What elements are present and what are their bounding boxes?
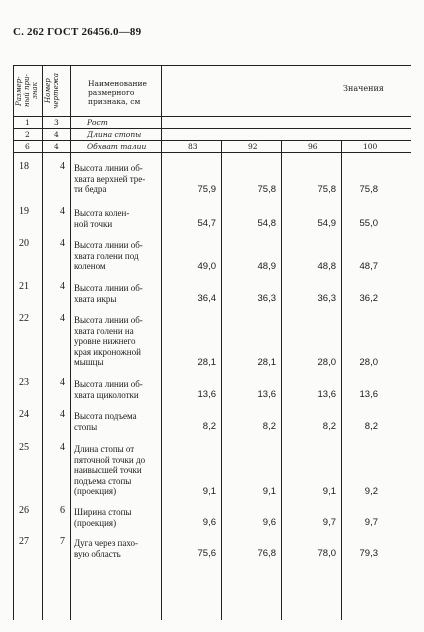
col-border xyxy=(281,140,282,620)
row-feature-number: 26 xyxy=(19,505,29,516)
row-value: 75,8 xyxy=(317,184,336,196)
row-drawing-number: 4 xyxy=(60,281,65,292)
table-top-border xyxy=(13,65,411,66)
waist-value: 96 xyxy=(308,142,318,151)
row-drawing-number: 4 xyxy=(60,206,65,217)
row-value: 54,9 xyxy=(317,218,336,229)
row-value: 13,6 xyxy=(317,389,336,400)
row-feature-number: 22 xyxy=(19,313,29,324)
row-name-line: Высота линии об- xyxy=(74,283,143,293)
row-value: 75,9 xyxy=(197,184,216,196)
row-value: 48,9 xyxy=(257,261,276,273)
row-name-line: Высота линии об- xyxy=(74,163,143,173)
row-value: 48,8 xyxy=(317,261,336,273)
row-value: 9,6 xyxy=(262,517,276,528)
row-name-line: Высота линии об- xyxy=(74,315,143,325)
row-drawing-number: 4 xyxy=(60,442,65,453)
row-name-line: Высота подъема xyxy=(74,411,137,421)
row-value: 79,3 xyxy=(359,548,378,559)
row-name-line: коленом xyxy=(74,261,106,272)
header-row-name: Рост xyxy=(87,118,108,127)
row-value: 9,1 xyxy=(322,486,336,498)
row-feature-number: 27 xyxy=(19,536,29,547)
row-value: 54,8 xyxy=(257,218,276,229)
row-feature-number: 20 xyxy=(19,238,29,249)
row-value: 13,6 xyxy=(359,389,378,400)
row-value: 28,1 xyxy=(257,357,276,369)
row-name-line: уровне нижнего xyxy=(74,336,136,347)
row-name-line: наивысшей точки xyxy=(74,465,142,476)
row-value: 9,7 xyxy=(364,517,378,528)
row-value: 8,2 xyxy=(262,421,276,432)
row-value: 36,4 xyxy=(197,293,216,304)
row-value: 28,0 xyxy=(317,357,336,369)
row-value: 36,3 xyxy=(317,293,336,304)
row-value: 75,8 xyxy=(359,184,378,196)
page-header: С. 262 ГОСТ 26456.0—89 xyxy=(13,26,142,38)
row-name-line: (проекция) xyxy=(74,486,117,497)
row-value: 36,3 xyxy=(257,293,276,304)
row-name-line: Дуга через пахо- xyxy=(74,538,138,548)
row-value: 9,2 xyxy=(364,486,378,498)
header-divider xyxy=(13,140,411,141)
row-name-line: хвата голени на xyxy=(74,325,134,336)
header-row-drawing: 4 xyxy=(54,130,59,139)
header-row-name: Обхват талии xyxy=(87,142,147,151)
waist-value: 100 xyxy=(363,142,378,151)
col-header-feature: Размер-ный при-знак xyxy=(15,74,39,108)
row-drawing-number: 4 xyxy=(60,161,65,172)
row-value: 8,2 xyxy=(322,421,336,432)
header-row-name: Длина стопы xyxy=(87,130,142,139)
row-value: 13,6 xyxy=(197,389,216,400)
row-name-line: мышцы xyxy=(74,357,104,368)
row-value: 9,1 xyxy=(262,486,276,498)
row-name-line: Ширина стопы xyxy=(74,507,132,517)
waist-value: 92 xyxy=(248,142,258,151)
col-border xyxy=(42,65,43,620)
header-row-num: 1 xyxy=(25,118,30,127)
header-row-num: 6 xyxy=(25,142,30,151)
row-name-line: стопы xyxy=(74,421,98,432)
row-value: 9,1 xyxy=(202,486,216,498)
row-drawing-number: 6 xyxy=(60,505,65,516)
row-value: 13,6 xyxy=(257,389,276,400)
row-drawing-number: 7 xyxy=(60,536,65,547)
row-value: 28,0 xyxy=(359,357,378,369)
row-value: 76,8 xyxy=(257,548,276,559)
col-border xyxy=(161,65,162,620)
row-name-line: хвата голени под xyxy=(74,250,139,261)
row-value: 55,0 xyxy=(359,218,378,229)
row-name-line: края икроножной xyxy=(74,346,141,357)
row-value: 49,0 xyxy=(197,261,216,273)
row-feature-number: 19 xyxy=(19,206,29,217)
col-header-values: Значения xyxy=(343,84,384,93)
row-value: 54,7 xyxy=(197,218,216,229)
header-row-drawing: 4 xyxy=(54,142,59,151)
row-name-line: подъема стопы xyxy=(74,475,132,486)
waist-value: 83 xyxy=(188,142,198,151)
row-name-line: Длина стопы от xyxy=(74,444,135,454)
header-divider xyxy=(13,128,411,129)
header-row-drawing: 3 xyxy=(54,118,59,127)
col-border xyxy=(70,65,71,620)
row-name-line: хвата икры xyxy=(74,293,117,304)
col-header-drawing: Номер чертежа xyxy=(44,73,60,109)
row-value: 78,0 xyxy=(317,548,336,559)
row-name-line: Высота линии об- xyxy=(74,379,143,389)
row-feature-number: 18 xyxy=(19,161,29,172)
col-border xyxy=(13,65,14,620)
header-divider xyxy=(13,152,411,153)
row-name-line: Высота колен- xyxy=(74,208,130,218)
row-drawing-number: 4 xyxy=(60,377,65,388)
measurement-table xyxy=(13,65,411,620)
row-value: 48,7 xyxy=(359,261,378,273)
row-feature-number: 23 xyxy=(19,377,29,388)
row-value: 28,1 xyxy=(197,357,216,369)
row-value: 36,2 xyxy=(359,293,378,304)
row-name-line: (проекция) xyxy=(74,517,117,528)
row-value: 9,6 xyxy=(202,517,216,528)
row-name-line: ти бедра xyxy=(74,184,107,195)
row-drawing-number: 4 xyxy=(60,409,65,420)
row-drawing-number: 4 xyxy=(60,313,65,324)
row-name-line: Высота линии об- xyxy=(74,240,143,250)
header-row-num: 2 xyxy=(25,130,30,139)
row-drawing-number: 4 xyxy=(60,238,65,249)
col-header-name: Наименование размерного признака, см xyxy=(88,79,147,106)
row-name-line: хвата щиколотки xyxy=(74,389,139,400)
row-value: 8,2 xyxy=(364,421,378,432)
row-value: 9,7 xyxy=(322,517,336,528)
row-value: 75,6 xyxy=(197,548,216,559)
col-border xyxy=(221,140,222,620)
row-name-line: вую область xyxy=(74,548,121,559)
header-divider xyxy=(13,116,411,117)
row-name-line: хвата верхней тре- xyxy=(74,173,146,184)
row-feature-number: 21 xyxy=(19,281,29,292)
row-feature-number: 25 xyxy=(19,442,29,453)
row-value: 8,2 xyxy=(202,421,216,432)
row-feature-number: 24 xyxy=(19,409,29,420)
row-value: 75,8 xyxy=(257,184,276,196)
row-name-line: пяточной точки до xyxy=(74,454,146,465)
row-name-line: ной точки xyxy=(74,218,113,229)
